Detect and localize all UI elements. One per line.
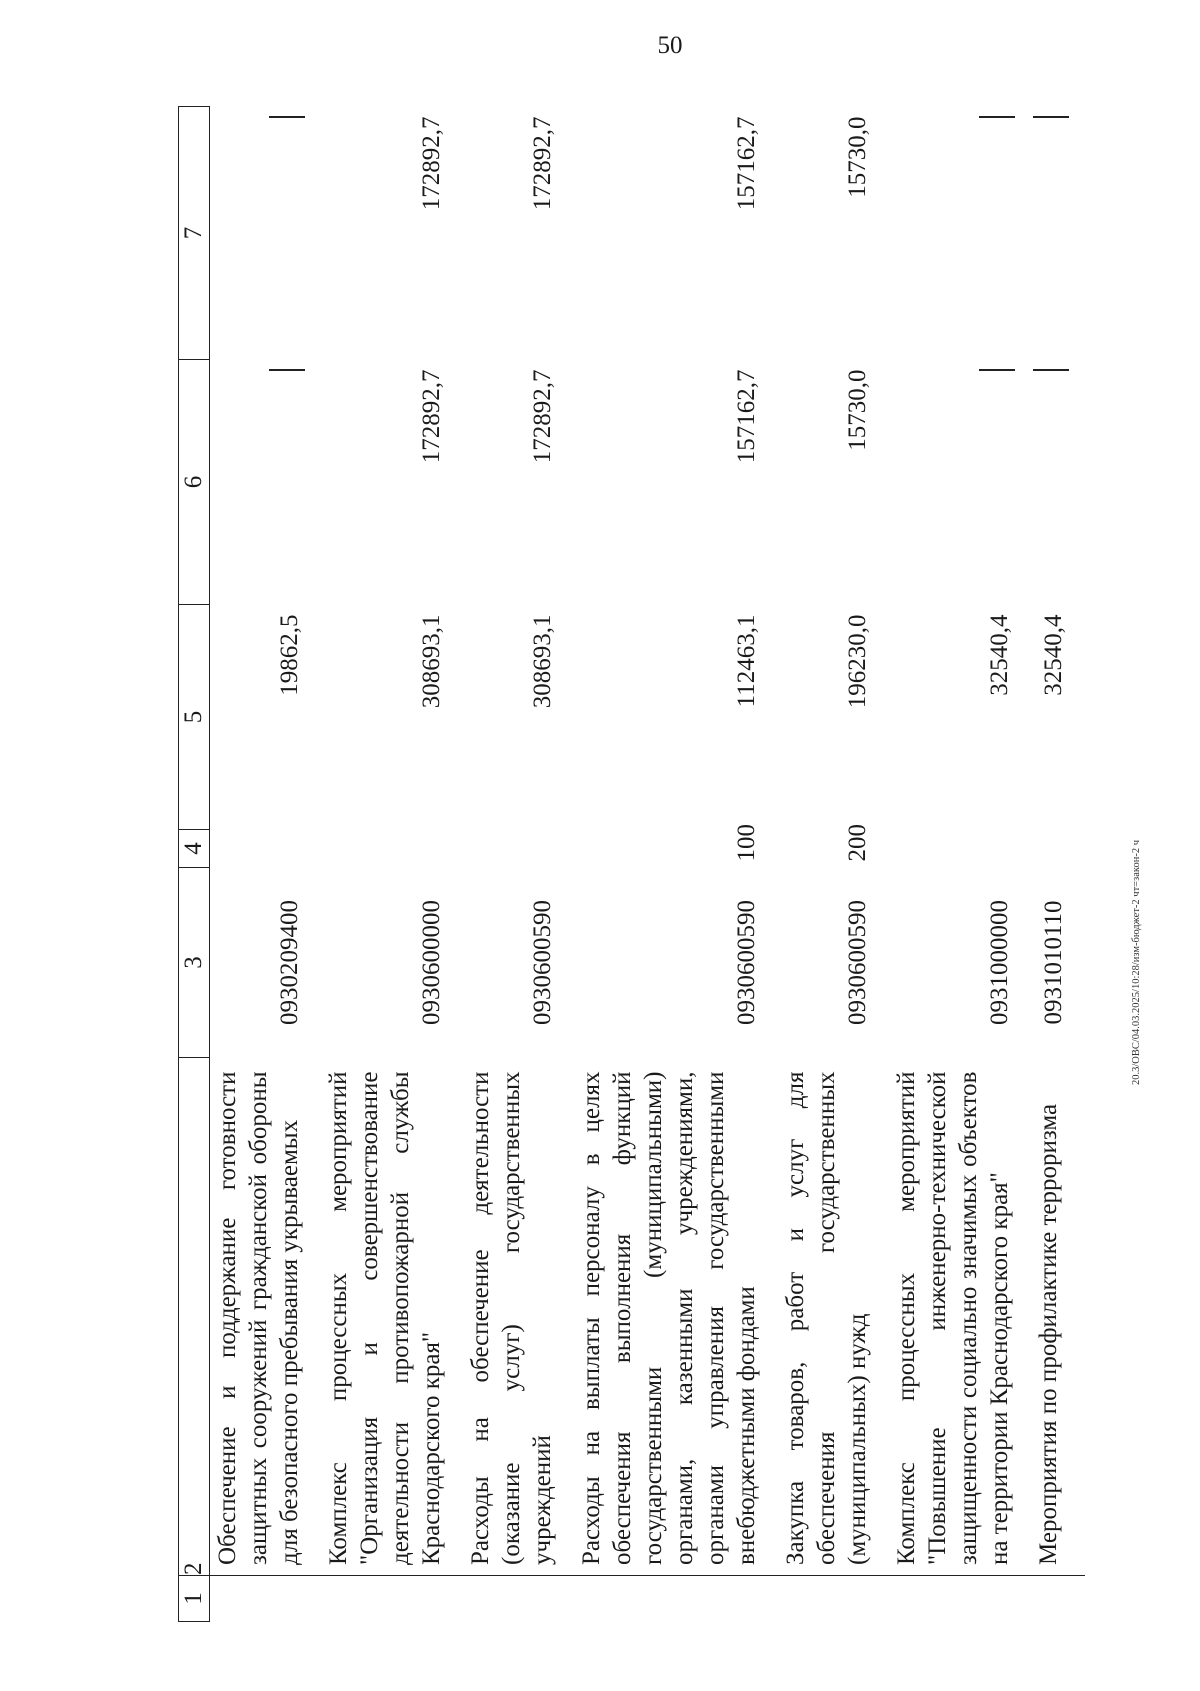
row-code-cell: 0930209400 [276, 900, 303, 1025]
row-number-cell [1031, 1576, 1085, 1622]
row-value-col7-cell [210, 107, 322, 360]
row-value-col5-cell: 308693,1 [418, 614, 445, 709]
header-col-7: 7 [179, 107, 210, 360]
document-footer-code: 20.3/ОВС/04.03.2025/10:28/изм-бюджет-2 чт=закон-2 ч [1131, 840, 1142, 1085]
table-row [1031, 107, 1085, 1622]
row-name-cell: Комплекс процессных мероприятий "Повышение инженерно-технической защищенности социально значимых объектов на территории Краснодарского края" [893, 1071, 1013, 1565]
row-value-col6-cell: 15730,0 [844, 369, 871, 451]
row-value-col6-cell: 157162,7 [733, 369, 760, 464]
header-col-6: 6 [179, 360, 210, 605]
row-number-cell [463, 1576, 574, 1622]
row-value-col7-cell [889, 107, 1031, 360]
row-value-col7-cell: 157162,7 [733, 116, 760, 211]
row-number-cell [889, 1576, 1031, 1622]
row-value-col7-cell [1031, 107, 1085, 360]
row-expense-type-cell [889, 830, 1031, 868]
row-expense-type-cell: 100 [733, 824, 760, 862]
row-expense-type-cell [210, 830, 322, 868]
table-row [321, 107, 463, 1622]
row-value-col5-cell: 112463,1 [733, 614, 760, 708]
row-name-cell: Комплекс процессных мероприятий "Организация и совершенствование деятельности противопожарной службы Краснодарского края" [325, 1071, 445, 1565]
row-expense-type-cell [321, 830, 463, 868]
row-name-cell: Расходы на обеспечение деятельности (оказание услуг) государственных учреждений [467, 1071, 556, 1565]
row-code-cell: 0931010110 [1040, 900, 1067, 1025]
row-value-col6-cell [1031, 360, 1085, 605]
row-value-col6-cell: 172892,7 [529, 369, 556, 464]
dash-mark [979, 117, 1015, 119]
header-col-4: 4 [179, 830, 210, 868]
row-value-col5-cell: 32540,4 [986, 614, 1013, 696]
row-code-cell: 0930600590 [844, 900, 871, 1025]
table-body [179, 107, 1086, 1622]
dash-mark [979, 370, 1015, 372]
row-value-col7-cell: 15730,0 [844, 116, 871, 198]
row-expense-type-cell [463, 830, 574, 868]
dash-mark [1033, 370, 1069, 372]
row-code-cell: 0930600590 [529, 900, 556, 1025]
header-col-5: 5 [179, 605, 210, 830]
header-col-3: 3 [179, 868, 210, 1058]
page-number: 50 [657, 32, 683, 59]
row-code-cell: 0930600000 [418, 900, 445, 1025]
row-expense-type-cell: 200 [844, 824, 871, 862]
row-number-cell [210, 1576, 322, 1622]
header-col-2: 2 [179, 1058, 210, 1576]
row-code-cell: 0931000000 [986, 900, 1013, 1025]
table-row [574, 107, 778, 1622]
row-code-cell: 0930600590 [733, 900, 760, 1025]
row-value-col5-cell: 32540,4 [1040, 614, 1067, 696]
row-name-cell: Расходы на выплаты персоналу в целях обеспечения выполнения функций государственными (муниципальными) органами, казенными учреждениями, органами управления государственными внебюджетными фондами [578, 1071, 760, 1565]
table-header-row [179, 107, 210, 1622]
row-number-cell [778, 1576, 889, 1622]
row-name-cell: Мероприятия по профилактике терроризма [1035, 1103, 1062, 1565]
row-number-cell [321, 1576, 463, 1622]
row-value-col5-cell: 308693,1 [529, 614, 556, 709]
rotated-table-container [178, 107, 1068, 1622]
row-value-col6-cell [210, 360, 322, 605]
row-number-cell [574, 1576, 778, 1622]
row-value-col6-cell: 172892,7 [418, 369, 445, 464]
table-row [463, 107, 574, 1622]
table-row [889, 107, 1031, 1622]
row-value-col5-cell: 19862,5 [276, 614, 303, 696]
dash-mark [269, 117, 305, 119]
row-name-cell: Обеспечение и поддержание готовности защитных сооружений гражданской обороны для безопасного пребывания укрываемых [214, 1071, 303, 1565]
row-value-col7-cell: 172892,7 [418, 116, 445, 211]
table-row [778, 107, 889, 1622]
budget-table [178, 106, 1085, 1622]
row-value-col7-cell: 172892,7 [529, 116, 556, 211]
row-name-cell: Закупка товаров, работ и услуг для обеспечения государственных (муниципальных) нужд [782, 1071, 871, 1565]
header-col-1: 1 [179, 1576, 210, 1622]
table-row [210, 107, 322, 1622]
dash-mark [1033, 117, 1069, 119]
dash-mark [269, 370, 305, 372]
row-value-col5-cell: 196230,0 [844, 614, 871, 709]
row-expense-type-cell [1031, 830, 1085, 868]
row-value-col6-cell [889, 360, 1031, 605]
